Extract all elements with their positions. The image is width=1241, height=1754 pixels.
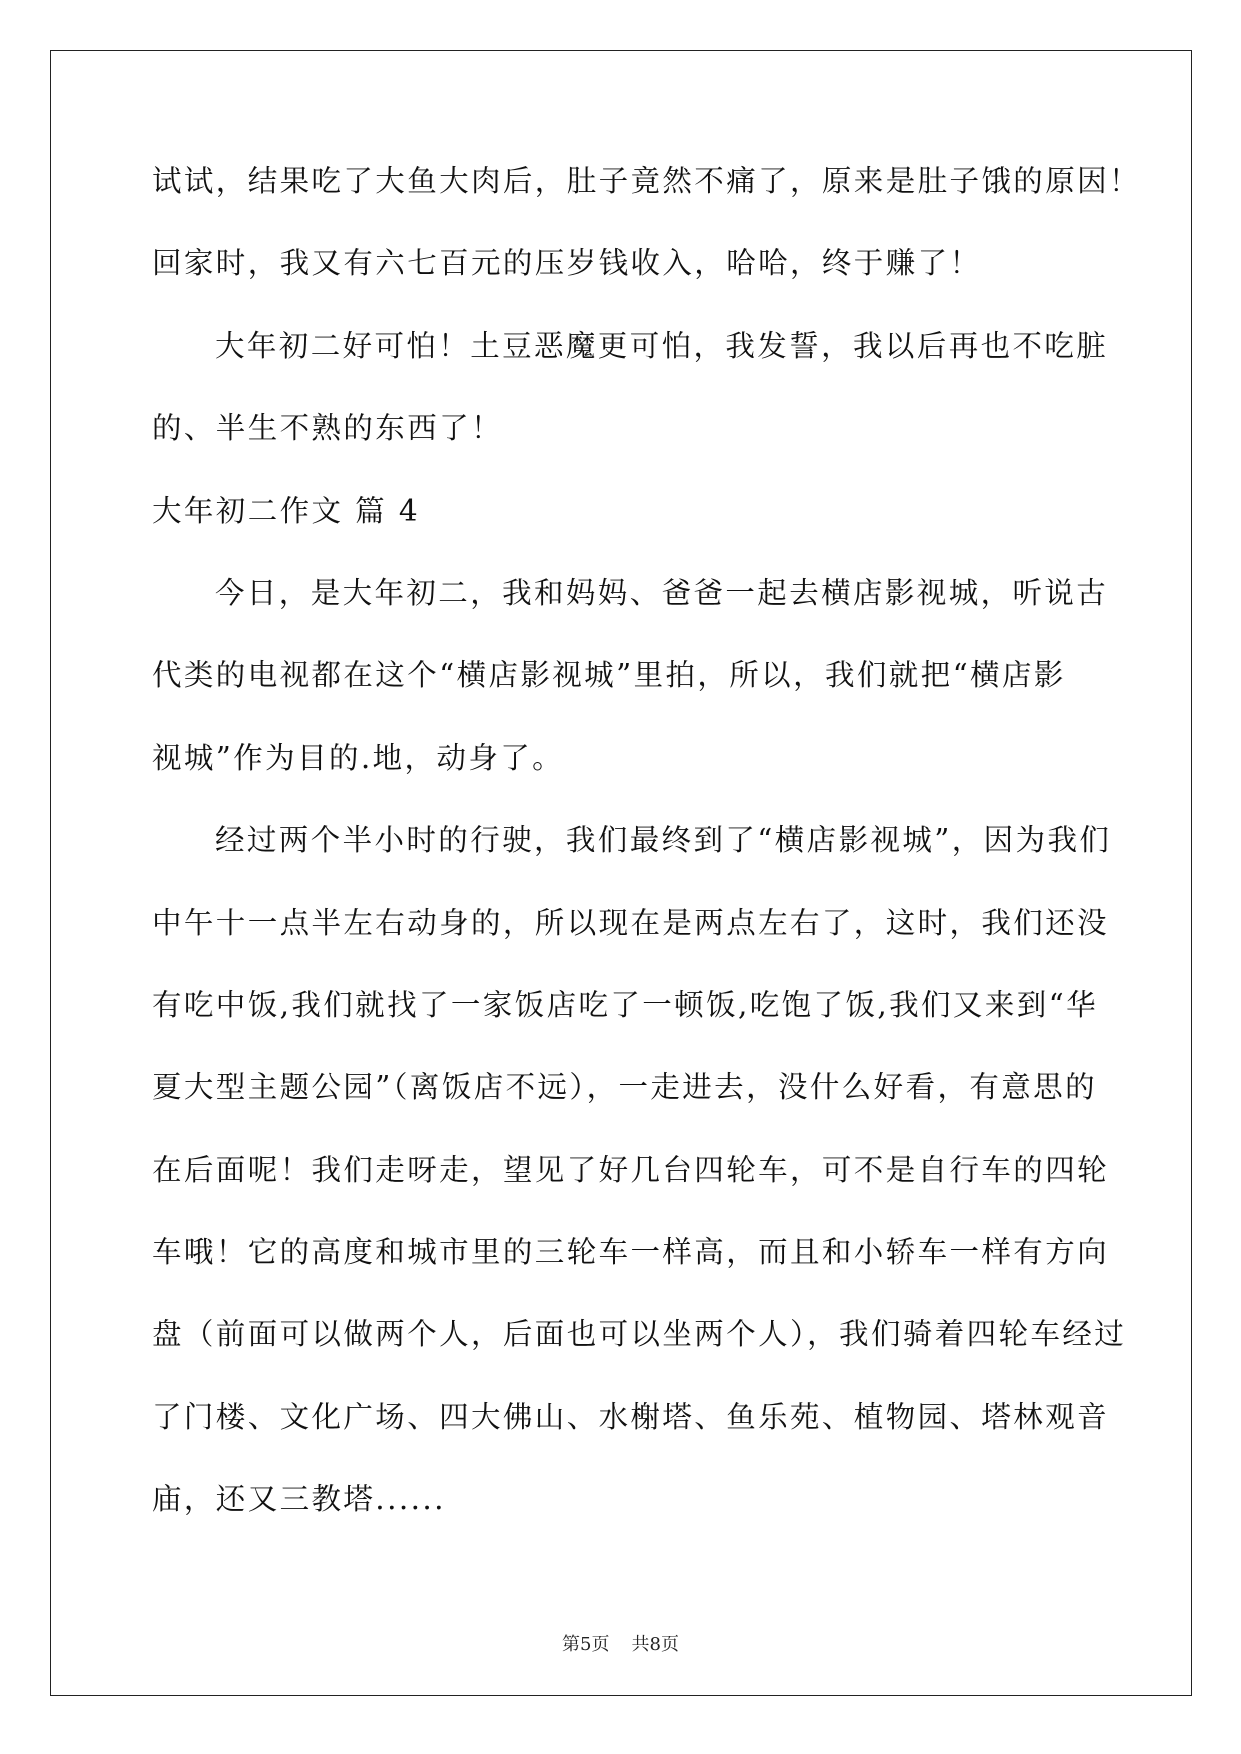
page-footer xyxy=(0,1630,1241,1656)
section-heading: 大年初二作文 篇 4 xyxy=(152,493,421,528)
page-total: 共8页 xyxy=(631,1634,679,1655)
paragraph-start-line: 今日，是大年初二，我和妈妈、爸爸一起去横店影视城，听说古 xyxy=(215,575,1109,610)
text-line: 回家时，我又有六七百元的压岁钱收入，哈哈，终于赚了！ xyxy=(152,246,982,281)
text-line: 庙，还又三教塔...... xyxy=(152,1482,446,1517)
text-line: 中午十一点半左右动身的，所以现在是两点左右了，这时，我们还没 xyxy=(152,905,1110,940)
paragraph-start-line: 经过两个半小时的行驶，我们最终到了“横店影视城”，因为我们 xyxy=(215,823,1112,858)
text-line: 了门楼、文化广场、四大佛山、水榭塔、鱼乐苑、植物园、塔林观音 xyxy=(152,1399,1110,1434)
text-line: 盘（前面可以做两个人，后面也可以坐两个人），我们骑着四轮车经过 xyxy=(152,1317,1127,1352)
text-line: 代类的电视都在这个“横店影视城”里拍，所以，我们就把“横店影 xyxy=(152,658,1066,693)
text-line: 车哦！它的高度和城市里的三轮车一样高，而且和小轿车一样有方向 xyxy=(152,1235,1110,1270)
text-line: 的、半生不熟的东西了！ xyxy=(152,411,503,446)
text-line: 试试，结果吃了大鱼大肉后，肚子竟然不痛了，原来是肚子饿的原因！ xyxy=(152,164,1141,198)
text-line: 在后面呢！我们走呀走，望见了好几台四轮车，可不是自行车的四轮 xyxy=(152,1152,1110,1187)
text-line: 夏大型主题公园”（离饭店不远），一走进去，没什么好看，有意思的 xyxy=(152,1070,1097,1105)
paragraph-start-line: 大年初二好可怕！土豆恶魔更可怕，我发誓，我以后再也不吃脏 xyxy=(215,328,1109,363)
page-number: 第5页 xyxy=(562,1634,610,1655)
document-body xyxy=(152,155,1141,1556)
text-line: 有吃中饭,我们就找了一家饭店吃了一顿饭,吃饱了饭,我们又来到“华 xyxy=(152,987,1099,1022)
text-line: 视城”作为目的.地，动身了。 xyxy=(152,740,565,775)
